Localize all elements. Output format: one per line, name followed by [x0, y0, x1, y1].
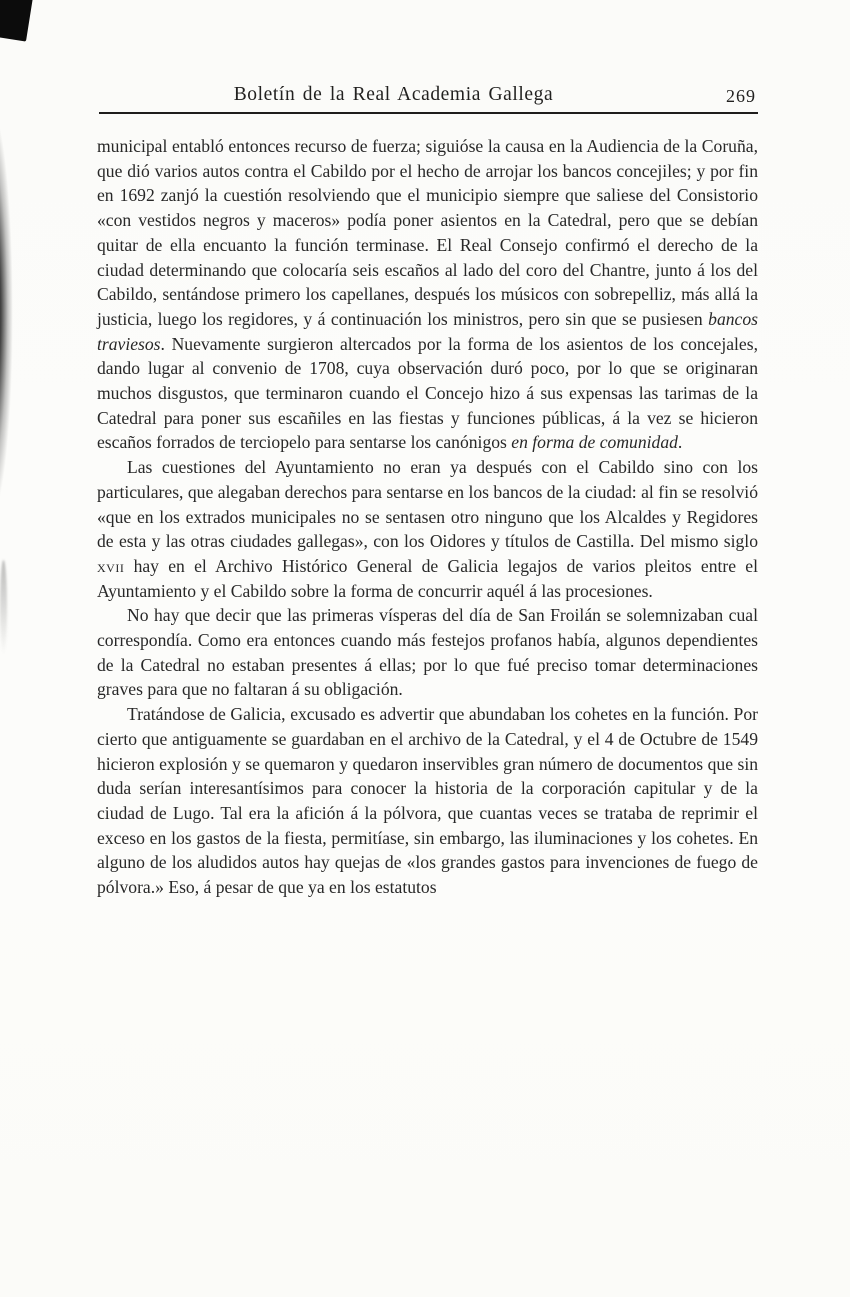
text-body: [97, 134, 758, 900]
scan-smudge-corner: [0, 0, 34, 42]
paragraph-2-text: Las cuestiones del Ayuntamiento no eran ya después con el Cabildo sino con los particulares, que alegaban derechos para sentarse en los bancos de la ciudad: al fin se resolvió «que en los extrados municipales no se sentasen otro ninguno que los Alcaldes y Regidores de esta y las otras ciudades gallegas», con los Oidores y títulos de Castilla. Del mismo siglo: [97, 457, 758, 552]
scan-binding-shadow-tail: [0, 560, 7, 655]
paragraph-4-text: Tratándose de Galicia, excusado es advertir que abundaban los cohetes en la función. Por cierto que antiguamente se guardaban en el archivo de la Catedral, y el 4 de Octubre de 1549 hicieron explosión y se quemaron y quedaron inservibles gran número de documentos que sin duda serían interesantísimos para conocer la historia de la corporación capitular y de la ciudad de Lugo. Tal era la afición á la pólvora, que cuantas veces se trataba de reprimir el exceso en los gastos de la fiesta, permitíase, sin embargo, las iluminaciones y los cohetes. En alguno de los aludidos autos hay quejas de «los grandes gastos para invenciones de fuego de pólvora.» Eso, á pesar de que ya en los estatutos: [97, 704, 758, 898]
page-header: [99, 84, 758, 114]
paragraph-1-italic-2: en forma de comunidad: [511, 432, 678, 453]
paragraph-1-text-3: .: [677, 432, 683, 453]
header-rule: [99, 112, 758, 114]
paragraph-1: [97, 134, 758, 455]
header-row: [99, 84, 758, 106]
paragraph-1-text-2: . Nuevamente surgieron altercados por la forma de los asientos de los concejales, dando lugar al convenio de 1708, cuya observación duró poco, por lo que se originaran muchos disgustos, que terminaron cuando el Concejo hizo á sus expensas las tarimas de la Catedral para poner sus escañiles en las fiestas y funciones públicas, á la vez se hicieron escaños forrados de terciopelo para sentarse los canónigos: [97, 333, 758, 453]
paragraph-2: [97, 455, 758, 603]
paragraph-3-text: No hay que decir que las primeras vísperas del día de San Froilán se solemnizaban cual correspondía. Como era entonces cuando más festejos profanos había, algunos dependientes de la Catedral no estaban presentes á ellas; por lo que fué preciso tomar determinaciones graves para que no faltaran á su obligación.: [97, 605, 758, 700]
journal-title: Boletín de la Real Academia Gallega: [233, 84, 554, 105]
paragraph-2-text-2: hay en el Archivo Histórico General de Galicia legajos de varios pleitos entre el Ayuntamiento y el Cabildo sobre la forma de concurrir aquél á las procesiones.: [97, 555, 758, 601]
scan-binding-shadow: [0, 78, 19, 598]
page-number: 269: [726, 86, 756, 106]
paragraph-2-smallcaps: xvii: [97, 555, 125, 576]
paragraph-1-text: municipal entabló entonces recurso de fuerza; siguióse la causa en la Audiencia de la Coruña, que dió varios autos contra el Cabildo por el hecho de arrojar los bancos concejiles; y por fin en 1692 zanjó la cuestión resolviendo que el municipio siempre que saliese del Consistorio «con vestidos negros y maceros» podía poner asientos en la Catedral, pero que se debían quitar de ella encuanto la función terminase. El Real Consejo confirmó el derecho de la ciudad determinando que colocaría seis escaños al lado del coro del Chantre, junto á los del Cabildo, sentándose primero los capellanes, después los músicos con sobrepelliz, más allá la justicia, luego los regidores, y á continuación los ministros, pero sin que se pusiesen: [97, 136, 758, 329]
paragraph-3: [97, 603, 758, 702]
paragraph-1-italic-1: bancos traviesos: [97, 308, 758, 354]
paragraph-4: [97, 702, 758, 900]
